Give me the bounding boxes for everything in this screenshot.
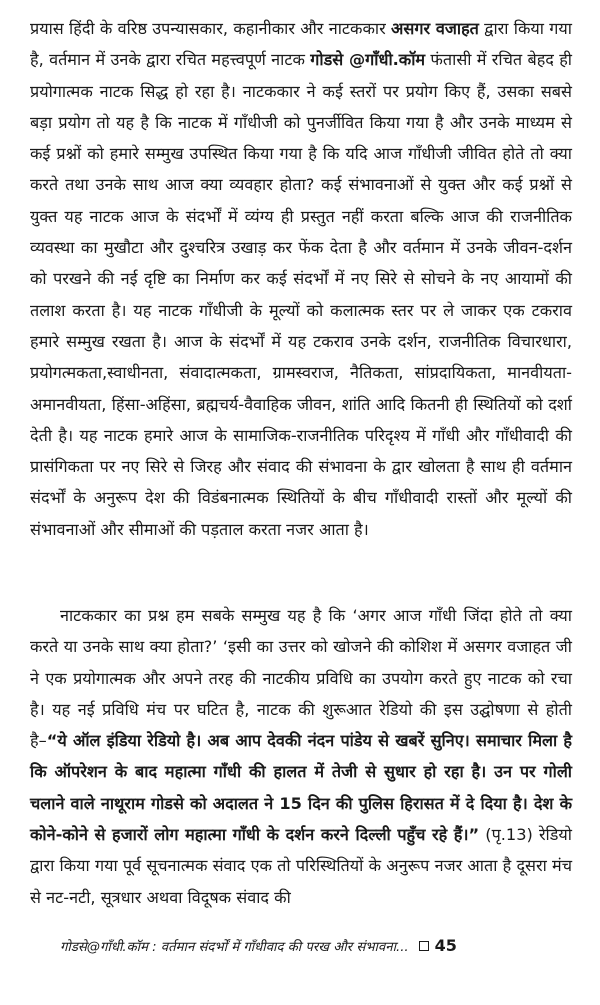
page-footer: [60, 936, 570, 955]
play-title: गोडसे @गाँधी.कॉम: [310, 50, 426, 70]
paragraph-intro: [30, 13, 572, 545]
para2-text-1: नाटककार का प्रश्न हम सबके सम्मुख यह है कि ‘अगर आज गाँधी जिंदा होते तो क्या करते या उनके साथ क्या होता?’ ‘इसी का उत्तर को खोजने की कोशिश में असगर वजाहत जी ने एक प्रयोगात्मक और अपने तरह की नाटकीय प्रविधि का उपयोग करते हुए नाटक को रचा है। यह नई प्रविधि मंच पर घटित है, नाटक की शुरूआत रेडियो की इस उद्घोषणा से होती है–: [30, 606, 572, 751]
para1-text-1: प्रयास हिंदी के वरिष्ठ उपन्यासकार, कहानीकार और नाटककार: [30, 19, 392, 38]
page-number: 45: [434, 936, 457, 955]
para1-text-2: द्वारा किया गया है, वर्तमान में उनके द्वारा रचित महत्त्वपूर्ण नाटक: [30, 19, 572, 70]
para2-text-2: (पृ.13) रेडियो द्वारा किया गया पूर्व सूचनात्मक संवाद एक तो परिस्थितियों के अनुरूप नजर आता है दूसरा मंच से नट-नटी, सूत्रधार अथवा विदूषक संवाद की: [30, 825, 572, 907]
author-name: असगर वजाहत: [391, 19, 479, 38]
paragraph-radio: [30, 600, 572, 913]
running-title: गोडसे@गाँधी.कॉम : वर्तमान संदर्भों में गाँधीवाद की परख और संभावना...: [60, 939, 409, 955]
para1-text-3: फंतासी में रचित बेहद ही प्रयोगात्मक नाटक सिद्ध हो रहा है। नाटककार ने कई स्तरों पर प्रयोग किए हैं, उसका सबसे बड़ा प्रयोग तो यह है कि नाटक में गाँधीजी को पुनर्जीवित किया गया है और उनके माध्यम से कई प्रश्नों को हमारे सम्मुख उपस्थित किया गया है कि यदि आज गाँधीजी जीवित होते तो क्या करते तथा उनके साथ आज क्या व्यवहार होता? कई संभावनाओं से युक्त और कई प्रश्नों से युक्त यह नाटक आज के संदर्भों में व्यंग्य ही प्रस्तुत नहीं करता बल्कि आज की राजनीतिक व्यवस्था का मुखौटा और दुश्चरित्र उखाड़ कर फेंक देता है और वर्तमान में उनके जीवन-दर्शन को परखने की नई दृष्टि का निर्माण कर कई संदर्भों में नए सिरे से सोचने के नए आयामों की तलाश करता है। यह नाटक गाँधीजी के मूल्यों को कलात्मक स्तर पर ले जाकर एक टकराव हमारे सम्मुख रखता है। आज के संदर्भों में यह टकराव उनके दर्शन, राजनीतिक विचारधारा, प्रयोगत्मकता,स्वाधीनता, संवादात्मकता, ग्रामस्वराज, नैतिकता, सांप्रदायिकता, मानवीयता-अमानवीयता, हिंसा-अहिंसा, ब्रह्मचर्य-वैवाहिक जीवन, शांति आदि कितनी ही स्थितियों को दर्शा देती है। यह नाटक हमारे आज के सामाजिक-राजनीतिक परिदृश्य में गाँधी और गाँधीवादी की प्रासंगिकता पर नए सिरे से जिरह और संवाद की संभावना के द्वार खोलता है साथ ही वर्तमान संदर्भों के अनुरूप देश की विडंबनात्मक स्थितियों के बीच गाँधीवादी रास्तों और मूल्यों की संभावनाओं और सीमाओं की पड़ताल करता नजर आता है।: [30, 50, 573, 539]
square-bullet-icon: [419, 941, 429, 951]
radio-announcement-quote: “ये ऑल इंडिया रेडियो है। अब आप देवकी नंदन पांडेय से खबरें सुनिए। समाचार मिला है कि ऑपरेशन के बाद महात्मा गाँधी की हालत में तेजी से सुधार हो रहा है। उन पर गोली चलाने वाले नाथूराम गोडसे को अदालत ने 15 दिन की पुलिस हिरासत में दे दिया है। देश के कोने-कोने से हजारों लोग महात्मा गाँधी के दर्शन करने दिल्ली पहुँच रहे हैं।”: [30, 731, 572, 845]
